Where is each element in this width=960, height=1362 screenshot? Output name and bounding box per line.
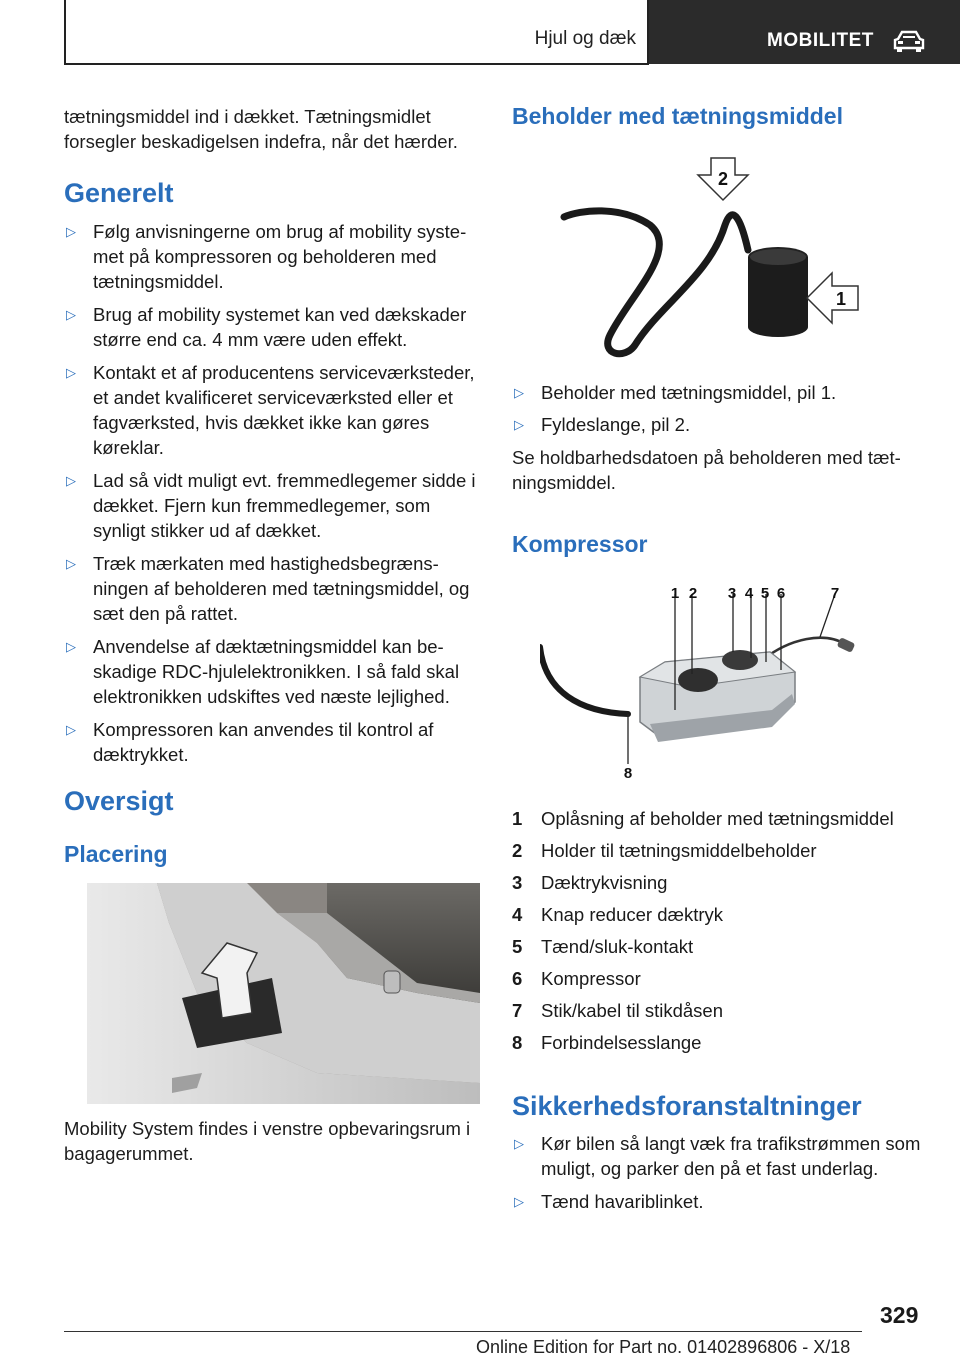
compressor-image xyxy=(540,582,860,782)
figure-label: 1 xyxy=(670,585,680,602)
legend-row: 7 Stik/kabel til stikdåsen xyxy=(512,1000,724,1021)
list-item: ▷ Kontakt et af producentens serviceværksteder, et andet kvalificeret serviceværksted eller et fagværksted, hvis dækket ikke kan gøres køreklar. xyxy=(66,362,475,458)
list-item: ▷ Kør bilen så langt væk fra trafikstrømmen som muligt, og parker den på et fast underlag. xyxy=(514,1133,921,1179)
legend-row: 5 Tænd/sluk-kontakt xyxy=(512,936,694,957)
bullet-triangle-icon: ▷ xyxy=(66,224,76,239)
bullet-triangle-icon: ▷ xyxy=(66,365,76,380)
bullet-triangle-icon: ▷ xyxy=(514,385,524,400)
bullet-triangle-icon: ▷ xyxy=(66,307,76,322)
figure-label: 6 xyxy=(776,585,786,602)
beholder-heading: Beholder med tætningsmiddel xyxy=(512,103,843,129)
generelt-heading: Generelt xyxy=(64,178,174,208)
legend-row: 1 Oplåsning af beholder med tætningsmiddel xyxy=(512,808,894,829)
list-item: ▷ Fyldeslange, pil 2. xyxy=(514,414,691,435)
sikkerhed-heading: Sikkerhedsforanstaltninger xyxy=(512,1091,862,1121)
list-item: ▷ Tænd havariblinket. xyxy=(514,1191,704,1212)
chapter-label: MOBILITET xyxy=(767,30,874,51)
figure-label: 3 xyxy=(727,585,737,602)
list-item: ▷ Lad så vidt muligt evt. fremmedlegemer sidde i dækket. Fjern kun fremmedlegemer, som synligt stikker ud af dækket. xyxy=(66,470,476,541)
sealant-container-image xyxy=(560,155,860,365)
legend-row: 6 Kompressor xyxy=(512,968,641,989)
legend-row: 2 Holder til tætningsmiddelbeholder xyxy=(512,840,817,861)
figure-label: 2 xyxy=(717,169,729,189)
bullet-triangle-icon: ▷ xyxy=(514,417,524,432)
figure-label: 2 xyxy=(688,585,698,602)
intro-paragraph: tætningsmiddel ind i dækket. Tætningsmidlet forsegler beskadigelsen indefra, når det hærder. xyxy=(64,106,458,152)
figure-label: 1 xyxy=(835,289,847,309)
legend-row: 3 Dæktrykvisning xyxy=(512,872,668,893)
legend-row: 8 Forbindelsesslange xyxy=(512,1032,702,1053)
kompressor-legend xyxy=(512,808,922,1064)
bullet-triangle-icon: ▷ xyxy=(66,722,76,737)
generelt-list xyxy=(64,219,482,775)
bullet-triangle-icon: ▷ xyxy=(66,556,76,571)
sikkerhed-list xyxy=(512,1131,922,1222)
figure-label: 8 xyxy=(623,765,633,782)
placering-heading: Placering xyxy=(64,841,168,867)
header-rule-left xyxy=(64,0,66,64)
figure-label: 5 xyxy=(760,585,770,602)
chapter-tab[interactable] xyxy=(649,0,960,64)
header-rule-bottom xyxy=(64,63,649,65)
beholder-note: Se holdbarhedsdatoen på beholderen med tætningsmiddel. xyxy=(512,447,901,493)
list-item: ▷ Kompressoren kan anvendes til kontrol af dæktrykket. xyxy=(66,719,434,765)
section-title: Hjul og dæk xyxy=(534,28,636,49)
oversigt-heading: Oversigt xyxy=(64,786,174,816)
bullet-triangle-icon: ▷ xyxy=(66,473,76,488)
edition-note: Online Edition for Part no. 01402896806 - X/18 xyxy=(476,1337,851,1357)
kompressor-heading: Kompressor xyxy=(512,531,648,557)
list-item: ▷ Beholder med tætningsmiddel, pil 1. xyxy=(514,382,837,403)
list-item: ▷ Følg anvisningerne om brug af mobility systemet på kompressoren og beholderen med tætningsmiddel. xyxy=(66,221,467,292)
page-number: 329 xyxy=(880,1302,919,1328)
car-icon xyxy=(892,29,926,58)
beholder-list xyxy=(512,380,922,445)
bullet-triangle-icon: ▷ xyxy=(66,639,76,654)
list-item: ▷ Anvendelse af dæktætningsmiddel kan beskadige RDC-hjulelektronikken. I så fald skal elektronikken udskiftes ved næste lejlighed. xyxy=(66,636,460,707)
list-item: ▷ Brug af mobility systemet kan ved dækskader større end ca. 4 mm være uden effekt. xyxy=(66,304,467,350)
list-item: ▷ Træk mærkaten med hastighedsbegrænsningen af beholderen med tætningsmiddel, og sæt den på rattet. xyxy=(66,553,470,624)
bullet-triangle-icon: ▷ xyxy=(514,1136,524,1151)
figure-label: 4 xyxy=(744,585,754,602)
figure-label: 7 xyxy=(830,585,840,602)
bullet-triangle-icon: ▷ xyxy=(514,1194,524,1209)
trunk-location-image xyxy=(87,883,480,1104)
placering-caption: Mobility System findes i venstre opbevaringsrum i bagagerummet. xyxy=(64,1118,471,1164)
legend-row: 4 Knap reducer dæktryk xyxy=(512,904,724,925)
footer-rule xyxy=(64,1331,862,1332)
